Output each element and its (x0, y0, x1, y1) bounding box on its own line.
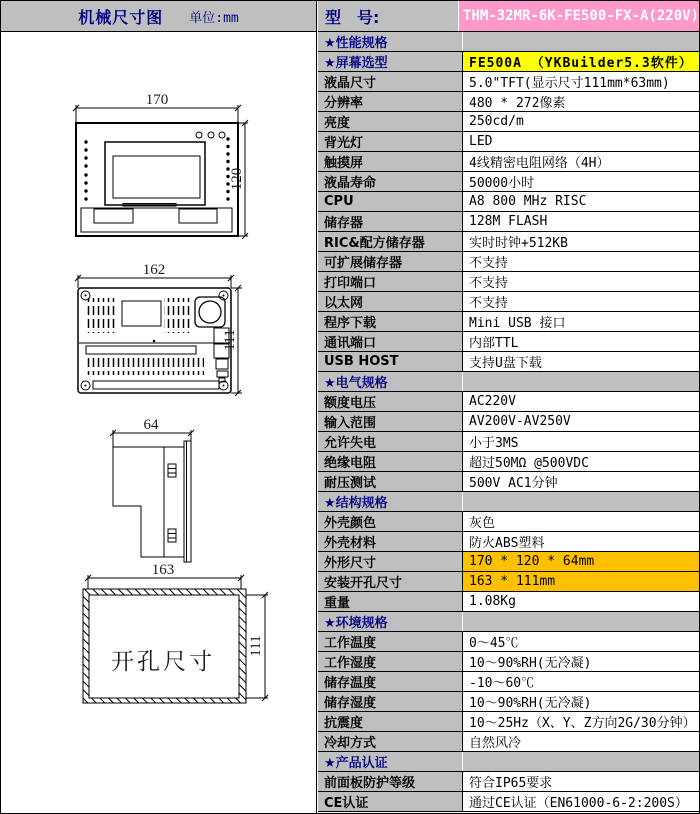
spec-value: 不支持 (463, 292, 699, 311)
spec-value (463, 372, 699, 391)
front-height-dimension: 120 (229, 167, 245, 191)
spec-row (318, 292, 699, 312)
spec-label: 储存器 (318, 212, 463, 231)
spec-value: 50000小时 (463, 172, 699, 191)
spec-label: 外壳颜色 (318, 512, 463, 531)
spec-value: 10～90%RH(无冷凝) (463, 652, 699, 671)
rear-view-drawing (75, 262, 242, 396)
spec-label: 耐压测试 (318, 472, 463, 491)
drawing-unit-label: 单位:mm (189, 10, 239, 26)
spec-row (318, 692, 699, 712)
spec-row (318, 212, 699, 232)
spec-value: 超过50MΩ @500VDC (463, 452, 699, 471)
spec-label: 打印端口 (318, 272, 463, 291)
spec-table (318, 1, 699, 813)
spec-label: ★屏幕选型 (318, 52, 463, 71)
vent-slots-top-left (87, 298, 115, 333)
spec-value: 1.08Kg (463, 592, 699, 611)
spec-row (318, 632, 699, 652)
spec-label: 外壳材料 (318, 532, 463, 551)
spec-value: 0～45℃ (463, 632, 699, 651)
front-view-drawing (73, 92, 248, 239)
spec-label: 背光灯 (318, 132, 463, 151)
spec-row (318, 252, 699, 272)
spec-label: ★产品认证 (318, 752, 463, 771)
spec-row (318, 172, 699, 192)
spec-value: 防火ABS塑料 (463, 532, 699, 551)
spec-label: 储存湿度 (318, 692, 463, 711)
spec-row (318, 412, 699, 432)
spec-row (318, 432, 699, 452)
mechanical-drawings-svg (1, 32, 317, 814)
section-row (318, 492, 699, 512)
spec-label: CPU (318, 192, 463, 211)
spec-value (463, 492, 699, 511)
spec-row (318, 592, 699, 612)
spec-row (318, 572, 699, 592)
spec-value: 通过CE认证（EN61000-6-2:200S） (463, 792, 699, 811)
spec-label: 液晶尺寸 (318, 72, 463, 91)
cutout-caption: 开孔尺寸 (111, 649, 215, 675)
spec-label: 允许失电 (318, 432, 463, 451)
vent-slots-bottom (86, 358, 204, 375)
model-number: THM-32MR-6K-FE500-FX-A(220V) (459, 1, 699, 31)
spec-value: 不支持 (463, 252, 699, 271)
spec-value: 250cd/m (463, 112, 699, 131)
spec-row (318, 272, 699, 292)
mechanical-drawing-panel (1, 1, 317, 813)
spec-value: 自然风冷 (463, 732, 699, 751)
spec-value (463, 612, 699, 631)
spec-row (318, 672, 699, 692)
spec-row (318, 352, 699, 372)
spec-row (318, 472, 699, 492)
spec-label: 可扩展储存器 (318, 252, 463, 271)
spec-label: 分辨率 (318, 92, 463, 111)
spec-row (318, 232, 699, 252)
spec-value: 实时时钟+512KB (463, 232, 699, 251)
spec-label: 通讯端口 (318, 332, 463, 351)
spec-label: 亮度 (318, 112, 463, 131)
spec-label: 储存温度 (318, 672, 463, 691)
spec-value (463, 32, 699, 51)
rear-height-dimension: 111 (222, 329, 238, 351)
front-width-dimension: 170 (145, 92, 169, 108)
spec-value: 5.0"TFT(显示尺寸111mm*63mm) (463, 72, 699, 91)
spec-label: 触摸屏 (318, 152, 463, 171)
spec-value: 小于3MS (463, 432, 699, 451)
spec-row (318, 552, 699, 572)
spec-row (318, 792, 699, 812)
spec-value: 不支持 (463, 272, 699, 291)
spec-label: 绝缘电阻 (318, 452, 463, 471)
spec-label: 重量 (318, 592, 463, 611)
mounting-clips (168, 464, 176, 542)
cutout-width-dimension: 163 (151, 562, 175, 578)
spec-row (318, 392, 699, 412)
spec-label: 外形尺寸 (318, 552, 463, 571)
vent-slots-top-right (164, 298, 192, 333)
spec-value: 10～25Hz（X、Y、Z方向2G/30分钟） (463, 712, 699, 731)
cutout-drawing (83, 562, 268, 703)
spec-row (318, 52, 699, 72)
spec-row (318, 652, 699, 672)
spec-row (318, 532, 699, 552)
spec-label: ★结构规格 (318, 492, 463, 511)
spec-label: 前面板防护等级 (318, 772, 463, 791)
spec-value: 480 * 272像素 (463, 92, 699, 111)
spec-value: -10～60℃ (463, 672, 699, 691)
spec-label: 输入范围 (318, 412, 463, 431)
spec-value: 支持U盘下载 (463, 352, 699, 371)
cutout-height-dimension: 111 (248, 635, 264, 657)
model-header-row (318, 1, 699, 32)
spec-row (318, 312, 699, 332)
spec-label: ★环境规格 (318, 612, 463, 631)
spec-value: A8 800 MHz RISC (463, 192, 699, 211)
spec-label: 额度电压 (318, 392, 463, 411)
spec-row (318, 92, 699, 112)
spec-value: 10～90%RH(无冷凝) (463, 692, 699, 711)
spec-label: 安装开孔尺寸 (318, 572, 463, 591)
spec-row (318, 512, 699, 532)
spec-row (318, 112, 699, 132)
model-label: 型 号: (318, 1, 459, 31)
spec-value: 符合IP65要求 (463, 772, 699, 791)
spec-label: 抗震度 (318, 712, 463, 731)
drawing-panel-header (1, 1, 316, 32)
spec-value: 500V AC1分钟 (463, 472, 699, 491)
drawing-title: 机械尺寸图 (78, 7, 164, 27)
spec-value: AV200V-AV250V (463, 412, 699, 431)
section-row (318, 32, 699, 52)
vent-dots-left (84, 140, 87, 200)
section-row (318, 372, 699, 392)
spec-value (463, 752, 699, 771)
spec-label: RIC&配方储存器 (318, 232, 463, 251)
spec-label: 工作湿度 (318, 652, 463, 671)
spec-value: 灰色 (463, 512, 699, 531)
spec-label: 以太网 (318, 292, 463, 311)
spec-value: 163 * 111mm (463, 572, 699, 591)
spec-label: ★性能规格 (318, 32, 463, 51)
spec-row (318, 452, 699, 472)
spec-row (318, 332, 699, 352)
spec-row (318, 192, 699, 212)
spec-label: 工作温度 (318, 632, 463, 651)
section-row (318, 612, 699, 632)
spec-label: CE认证 (318, 792, 463, 811)
spec-value: Mini USB 接口 (463, 312, 699, 331)
spec-label: 液晶寿命 (318, 172, 463, 191)
spec-value: LED (463, 132, 699, 151)
spec-value: 内部TTL (463, 332, 699, 351)
bezel-flange (184, 441, 191, 562)
rear-width-dimension: 162 (142, 262, 166, 278)
terminal-slot (86, 346, 196, 354)
spec-row (318, 152, 699, 172)
spec-value: 128M FLASH (463, 212, 699, 231)
spec-label: 程序下载 (318, 312, 463, 331)
spec-value: 4线精密电阻网络（4H） (463, 152, 699, 171)
spec-row (318, 712, 699, 732)
spec-row (318, 732, 699, 752)
spec-value: 170 * 120 * 64mm (463, 552, 699, 571)
spec-row (318, 772, 699, 792)
side-depth-dimension: 64 (143, 417, 159, 433)
spec-value: FE500A （YKBuilder5.3软件） (463, 52, 699, 71)
spec-label: ★电气规格 (318, 372, 463, 391)
spec-row (318, 132, 699, 152)
spec-row (318, 72, 699, 92)
spec-value: AC220V (463, 392, 699, 411)
spec-label: USB HOST (318, 352, 463, 371)
section-row (318, 752, 699, 772)
spec-table-body (318, 32, 699, 813)
side-view-drawing (110, 417, 194, 562)
spec-label: 冷却方式 (318, 732, 463, 751)
